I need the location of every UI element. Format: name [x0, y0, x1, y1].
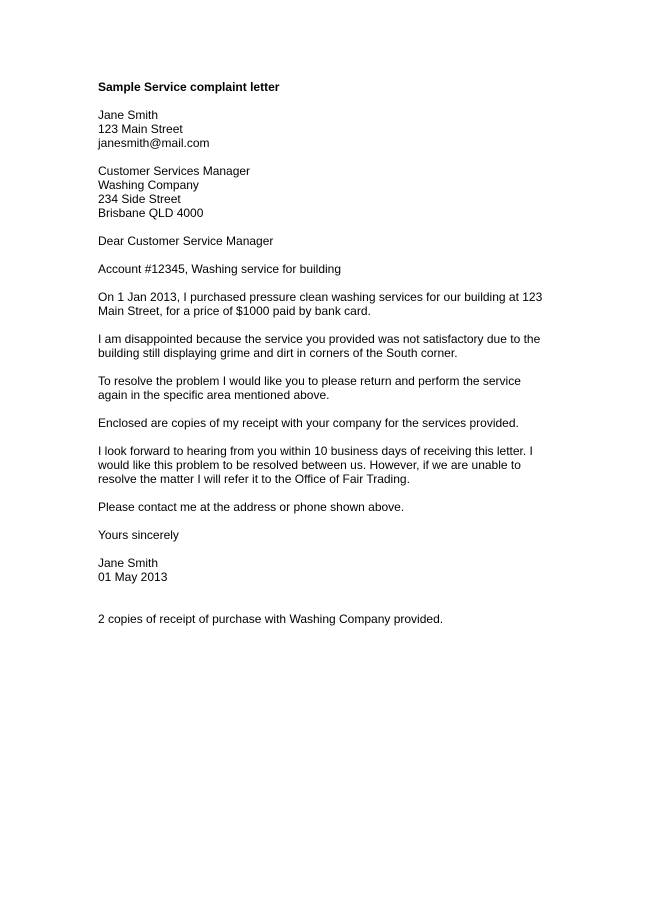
recipient-title: Customer Services Manager	[98, 164, 251, 178]
sender-email: janesmith@mail.com	[98, 136, 210, 150]
recipient-street: 234 Side Street	[98, 192, 181, 206]
paragraph-deadline	[98, 444, 558, 486]
paragraph-line: To resolve the problem I would like you to please return and perform the service	[98, 374, 521, 388]
paragraph-line: Enclosed are copies of my receipt with your company for the services provided.	[98, 416, 519, 430]
signature-block	[98, 556, 558, 584]
paragraph-line: Main Street, for a price of $1000 paid by bank card.	[98, 304, 371, 318]
enclosure-note: 2 copies of receipt of purchase with Washing Company provided.	[98, 612, 444, 626]
paragraph-resolution	[98, 374, 558, 402]
letter-content	[98, 80, 558, 626]
paragraph-line: would like this problem to be resolved between us. However, if we are unable to	[98, 458, 521, 472]
sender-address	[98, 108, 558, 150]
paragraph-line: On 1 Jan 2013, I purchased pressure clean washing services for our building at 123	[98, 290, 543, 304]
paragraph-line: building still displaying grime and dirt in corners of the South corner.	[98, 346, 458, 360]
sender-street: 123 Main Street	[98, 122, 183, 136]
signature-name: Jane Smith	[98, 556, 159, 570]
paragraph-line: I look forward to hearing from you within 10 business days of receiving this letter. I	[98, 444, 533, 458]
paragraph-line: Please contact me at the address or phone shown above.	[98, 500, 405, 514]
subject-line: Account #12345, Washing service for building	[98, 262, 342, 276]
paragraph-enclosed	[98, 416, 558, 430]
paragraph-purchase	[98, 290, 558, 318]
paragraph-contact	[98, 500, 558, 514]
paragraph-line: again in the specific area mentioned above.	[98, 388, 330, 402]
salutation: Dear Customer Service Manager	[98, 234, 274, 248]
recipient-city: Brisbane QLD 4000	[98, 206, 204, 220]
recipient-address	[98, 164, 558, 220]
paragraph-line: resolve the matter I will refer it to the Office of Fair Trading.	[98, 472, 410, 486]
signature-date: 01 May 2013	[98, 570, 168, 584]
closing: Yours sincerely	[98, 528, 179, 542]
sender-name: Jane Smith	[98, 108, 159, 122]
letter-title: Sample Service complaint letter	[98, 80, 280, 94]
spacer	[98, 598, 558, 612]
paragraph-complaint	[98, 332, 558, 360]
paragraph-line: I am disappointed because the service you provided was not satisfactory due to the	[98, 332, 541, 346]
recipient-company: Washing Company	[98, 178, 199, 192]
